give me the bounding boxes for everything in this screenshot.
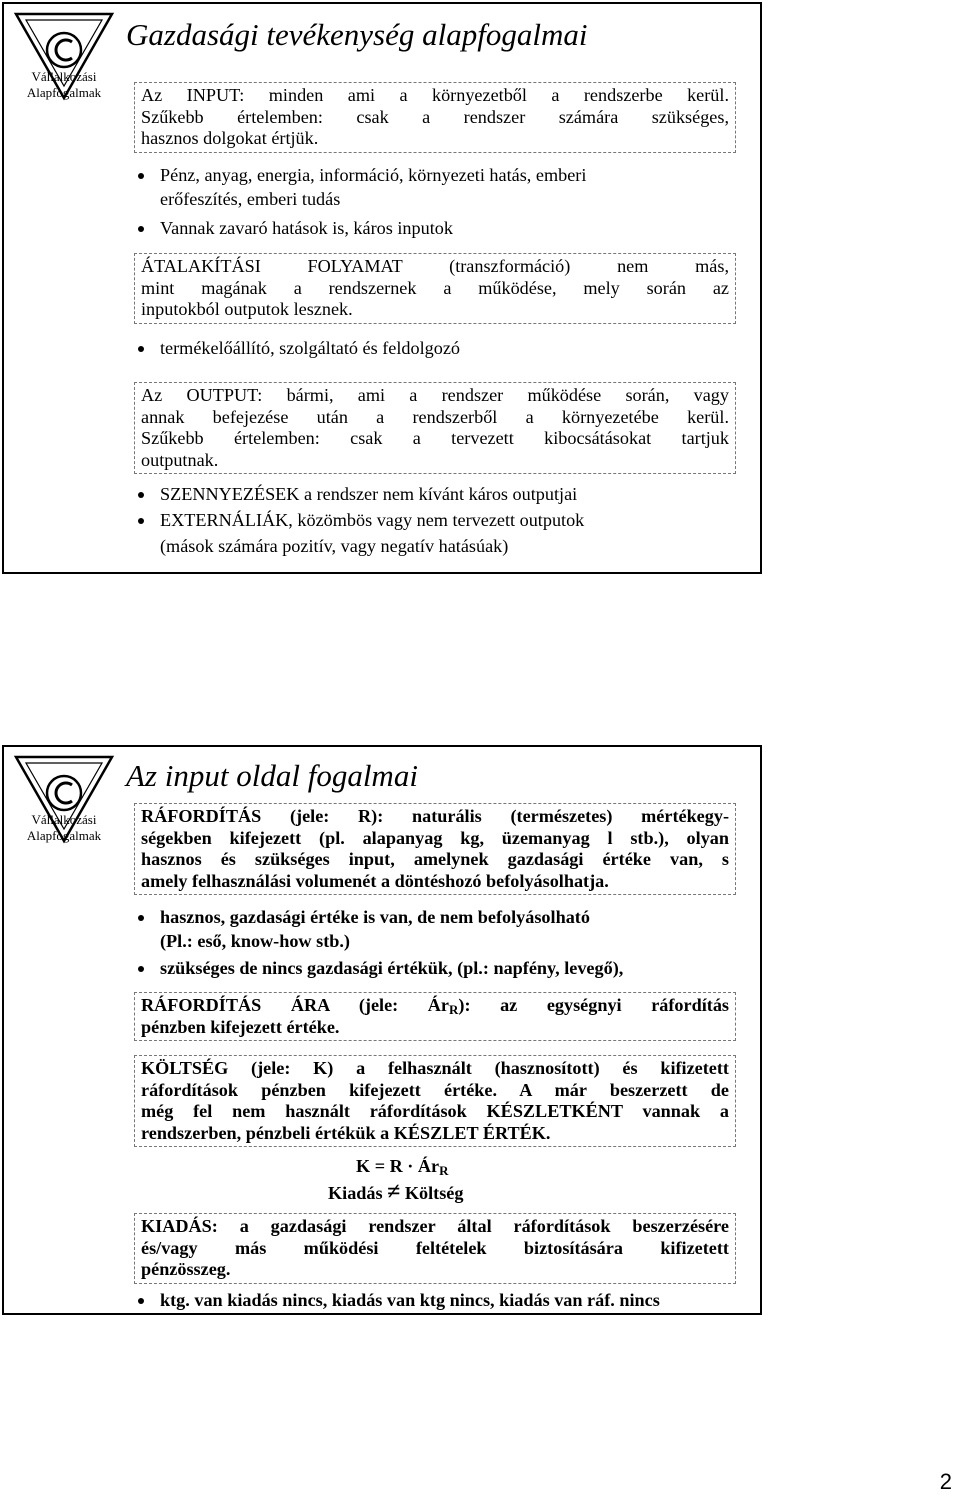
ar-line-1 <box>141 995 729 1017</box>
output-line: annak befejezése után a rendszerből a környezetébe kerül. <box>141 406 729 427</box>
note-text: (mások számára pozitív, vagy negatív hatásúak) <box>160 536 509 556</box>
bullet-text: ktg. van kiadás nincs, kiadás van ktg nincs, kiadás van ráf. nincs <box>160 1290 660 1310</box>
raforditas-line: RÁFORDÍTÁS (jele: R): naturális (természetes) mértékegy- <box>141 806 729 826</box>
bullet-item <box>138 1288 660 1312</box>
logo-text-line1: Vállalkozási <box>31 812 97 827</box>
formula <box>356 1154 449 1178</box>
bullet-text: szükséges de nincs gazdasági értékük, (pl.: napfény, levegő), <box>160 958 624 978</box>
bullet-dot-icon <box>138 966 144 972</box>
raforditas-line: ségekben kifejezett (pl. alapanyag kg, üzemanyag l stb.), olyan <box>141 827 729 848</box>
slide-1 <box>2 2 762 574</box>
output-definition-box <box>134 382 736 474</box>
transform-line: ÁTALAKÍTÁSI FOLYAMAT (transzformáció) nem más, <box>141 256 729 276</box>
inequality-left: Kiadás <box>328 1183 383 1203</box>
formula-text: K = R · Ár <box>356 1156 440 1176</box>
bullet-item <box>138 163 586 211</box>
ar-text: ): az egységnyi ráfordítás <box>458 995 729 1015</box>
bullet-dot-icon <box>138 1298 144 1304</box>
ar-subscript: R <box>449 1002 459 1017</box>
bullet-item <box>138 482 577 506</box>
bullet-text: termékelőállító, szolgáltató és feldolgozó <box>160 338 460 358</box>
bullet-text: EXTERNÁLIÁK, közömbös vagy nem tervezett outputok <box>160 510 585 530</box>
bullet-dot-icon <box>138 915 144 921</box>
not-equal-icon: ≠ <box>387 1179 401 1205</box>
bullet-item <box>138 216 453 240</box>
output-line: outputnak. <box>141 449 219 470</box>
kiadas-definition-box <box>134 1213 736 1284</box>
bullet-text: SZENNYEZÉSEK a rendszer nem kívánt káros outputjai <box>160 484 578 504</box>
bullet-text: (Pl.: eső, know-how stb.) <box>160 931 350 951</box>
logo <box>10 753 118 849</box>
kiadas-line: pénzösszeg. <box>141 1259 231 1279</box>
raforditas-ara-box <box>134 992 736 1041</box>
kiadas-line: és/vagy más működési feltételek biztosítására kifizetett <box>141 1237 729 1258</box>
slide-2 <box>2 745 762 1315</box>
bullet-dot-icon <box>138 173 144 179</box>
input-line: hasznos dolgokat értjük. <box>141 128 319 148</box>
bullet-dot-icon <box>138 346 144 352</box>
logo-text-line2: Alapfogalmak <box>26 85 102 100</box>
bullet-text: Vannak zavaró hatások is, káros inputok <box>160 218 453 238</box>
raforditas-definition-box <box>134 803 736 895</box>
bullet-dot-icon <box>138 226 144 232</box>
input-line: Szűkebb értelemben: csak a rendszer számára szükséges, <box>141 106 729 127</box>
logo <box>10 10 118 106</box>
koltseg-line: ráfordítások pénzben kifejezett értéke. A már beszerzett de <box>141 1079 729 1100</box>
transform-line: mint magának a rendszernek a működése, mely során az <box>141 277 729 298</box>
bullet-text: hasznos, gazdasági értéke is van, de nem befolyásolható <box>160 907 590 927</box>
koltseg-line: rendszerben, pénzbeli értékük a KÉSZLET ÉRTÉK. <box>141 1122 551 1143</box>
bullet-text: Pénz, anyag, energia, információ, környezeti hatás, emberi <box>160 165 587 185</box>
kiadas-line: KIADÁS: a gazdasági rendszer által ráfordítások beszerzésére <box>141 1216 729 1236</box>
koltseg-line: még fel nem használt ráfordítások KÉSZLETKÉNT vannak a <box>141 1101 729 1121</box>
slide-title: Az input oldal fogalmai <box>126 758 418 793</box>
koltseg-line: KÖLTSÉG (jele: K) a felhasznált (hasznosított) és kifizetett <box>141 1058 729 1078</box>
formula-subscript: R <box>439 1163 449 1178</box>
inequality <box>328 1180 463 1205</box>
bullet-dot-icon <box>138 492 144 498</box>
page-number: 2 <box>939 1469 952 1494</box>
inequality-right: Költség <box>404 1183 464 1203</box>
raforditas-line: amely felhasználási volumenét a döntéshozó befolyásolhatja. <box>141 870 609 891</box>
logo-text-line2: Alapfogalmak <box>26 828 102 843</box>
ar-line-2: pénzben kifejezett értéke. <box>141 1016 340 1037</box>
logo-text-line1: Vállalkozási <box>31 69 97 84</box>
bullet-text: erőfeszítés, emberi tudás <box>160 189 341 209</box>
input-line: Az INPUT: minden ami a környezetből a rendszerbe kerül. <box>141 85 729 105</box>
koltseg-definition-box <box>134 1055 736 1147</box>
ar-text: RÁFORDÍTÁS ÁRA (jele: Ár <box>141 995 449 1015</box>
bullet-item <box>138 508 584 532</box>
bullet-dot-icon <box>138 518 144 524</box>
transform-definition-box <box>134 253 736 324</box>
output-line: Szűkebb értelemben: csak a tervezett kibocsátásokat tartjuk <box>141 428 729 448</box>
output-line: Az OUTPUT: bármi, ami a rendszer működése során, vagy <box>141 385 729 405</box>
input-definition-box <box>134 82 736 153</box>
raforditas-line: hasznos és szükséges input, amelynek gazdasági értéke van, s <box>141 849 729 869</box>
bullet-item <box>138 905 590 953</box>
bullet-item <box>138 956 623 980</box>
transform-line: inputokból outputok lesznek. <box>141 299 353 319</box>
bullet-item <box>138 336 460 360</box>
slide-title: Gazdasági tevékenység alapfogalmai <box>126 17 588 52</box>
